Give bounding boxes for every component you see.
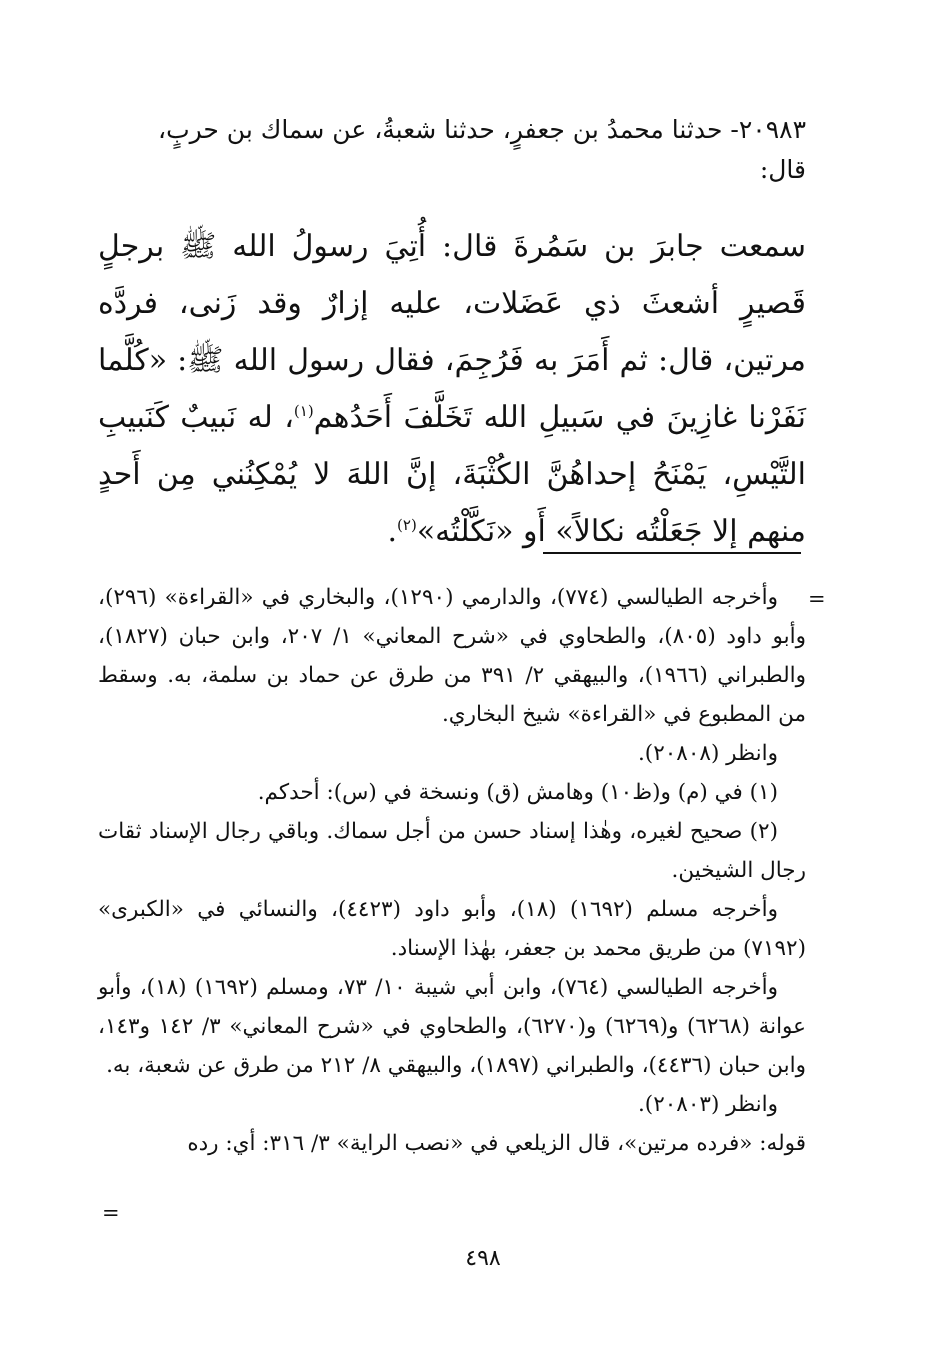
continuation-mark: = xyxy=(808,587,826,611)
hadith-block xyxy=(98,110,806,560)
footnotes xyxy=(98,578,806,1163)
footnote-paragraph: وانظر (٢٠٨٠٨). xyxy=(637,741,778,766)
footnote-paragraph: وأخرجه الطيالسي (٧٦٤)، وابن أبي شيبة ١٠/ ٧٣، ومسلم (١٦٩٢) (١٨)، وأبو عوانة (٦٢٦٨) و(٦٢٦٩) و(٦٢٧٠)، والطحاوي في «شرح المعاني» ٣/ ١٤٢ و١٤٣، وابن حبان (٤٤٣٦)، والطبراني (١٨٩٧)، والبيهقي ٨/ ٢١٢ من طرق عن شعبة، به. xyxy=(98,975,806,1078)
footnote-ref-1: (١) xyxy=(293,402,314,420)
footnote-separator xyxy=(543,552,801,554)
footnote-ref-2: (٢) xyxy=(397,516,417,534)
continuation-end-mark: = xyxy=(102,1201,120,1225)
hadith-heading-line1: ٢٠٩٨٣- حدثنا محمدُ بن جعفرٍ، حدثنا شعبةُ، عن سماك بن حربٍ، xyxy=(158,115,806,144)
footnote-paragraph: وأخرجه مسلم (١٦٩٢) (١٨)، وأبو داود (٤٤٢٣)، والنسائي في «الكبرى» (٧١٩٢) من طريق محمد بن جعفر، بهٰذا الإسناد. xyxy=(98,897,806,961)
footnote-paragraph: قوله: «فرده مرتين»، قال الزيلعي في «نصب الراية» ٣/ ٣١٦: أي: رده xyxy=(187,1131,806,1156)
hadith-heading-line2: قال: xyxy=(759,155,806,184)
page-number-text: ٤٩٨ xyxy=(465,1246,501,1271)
hadith-text-part2: ، له نَبيبٌ كَنَبيبِ التَّيْسِ، يَمْنَحُ إحداهُنَّ الكُثْبَةَ، إنَّ اللهَ لا يُمْكِنُني مِن أَحدٍ منهم إلا جَعَلْتُه نكالاً» أَو «نَكَّلْتُه» xyxy=(98,400,806,549)
hadith-text-part1: سمعت جابرَ بن سَمُرةَ قال: أُتِيَ رسولُ الله ﷺ برجلٍ قَصيرٍ أشعثَ ذي عَضَلات، عليه إزارٌ وقد زَنى، فردَّه مرتين، قال: ثم أَمَرَ به فَرُجِمَ، فقال رسول الله ﷺ: «كُلَّما نَفَرْنا غازِينَ في سَبيلِ الله تَخَلَّفَ أَحَدُهم xyxy=(98,229,806,435)
footnote-1: (١) في (م) و(ظ١٠) وهامش (ق) ونسخة في (س): أحدكم. xyxy=(257,780,778,805)
page-number xyxy=(0,1246,936,1271)
hadith-text xyxy=(98,218,806,560)
footnote-2: (٢) صحيح لغيره، وهٰذا إسناد حسن من أجل سماك. وباقي رجال الإسناد ثقات رجال الشيخين. xyxy=(98,819,806,883)
footnote-paragraph: وأخرجه الطيالسي (٧٧٤)، والدارمي (١٢٩٠)، والبخاري في «القراءة» (٢٩٦)، وأبو داود (٨٠٥)، والطحاوي في «شرح المعاني» ١/ ٢٠٧، وابن حبان (١٨٢٧)، والطبراني (١٩٦٦)، والبيهقي ٢/ ٣٩١ من طرق عن حماد بن سلمة، به. وسقط من المطبوع في «القراءة» شيخ البخاري. xyxy=(98,585,806,727)
footnote-paragraph: وانظر (٢٠٨٠٣). xyxy=(637,1092,778,1117)
hadith-heading xyxy=(98,110,806,190)
hadith-text-end: . xyxy=(387,514,398,549)
